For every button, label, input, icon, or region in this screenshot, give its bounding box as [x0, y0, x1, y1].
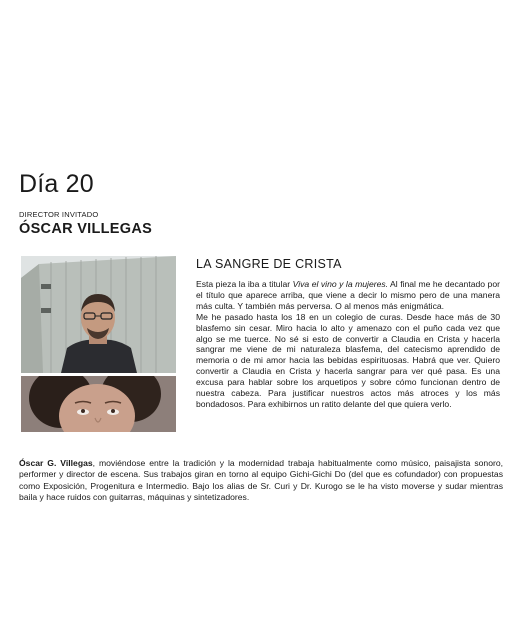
day-title: Día 20 [19, 170, 94, 198]
piece-paragraph-1: Esta pieza la iba a titular Viva el vino y la mujeres. Al final me he decantado por el título que aparece arriba, que viene a decir lo mismo pero de una manera más culta. Y también más perversa. O al menos más enigmática. [196, 279, 500, 311]
director-bio: Óscar G. Villegas, moviéndose entre la tradición y la modernidad trabaja habitualmente como músico, paisajista sonoro, performer y director de escena. Sus trabajos giran en torno al equipo Gichi-Gichi Do (del que es cofundador) con propuestas como Exposición, Progenitura e Intermedio. Bajo los alias de Sr. Curi y Dr. Kurogo se le ha visto moverse y sudar mientras baila y hace ruidos con guitarras, máquinas y sintetizadores. [19, 458, 503, 502]
working-title: Viva el vino y la mujeres. [292, 279, 389, 289]
performer-photo [21, 376, 176, 432]
role-label: DIRECTOR INVITADO [19, 210, 99, 219]
piece-description [196, 279, 500, 410]
bio-name: Óscar G. Villegas [19, 458, 93, 468]
director-name: ÓSCAR VILLEGAS [19, 221, 153, 237]
piece-title: LA SANGRE DE CRISTA [196, 257, 342, 271]
portrait-photo [21, 256, 176, 373]
piece-paragraph-2: Me he pasado hasta los 18 en un colegio de curas. Desde hace más de 30 blasfemo sin cesar. Miro hacia lo alto y amenazo con el puño cada vez que algo se me tuerce. No sé si esto de convertir a Claudia en Crista y hacerla sangrar me viene de mi naturaleza blasfema, del catecismo aprendido de memoria o de mi amor hacia las bebidas espirituosas. Habrá que ver. Quiero convertir a Claudia en Crista y hacerla sangrar para ver qué pasa. Es una excusa para hablar sobre los arquetipos y sobre cómo funcionan dentro de nuestra cabeza. Para justificar nuestros actos más atroces y los más bondadosos. Para exhibirnos un ratito delante del que quiera verlo. [196, 311, 500, 409]
